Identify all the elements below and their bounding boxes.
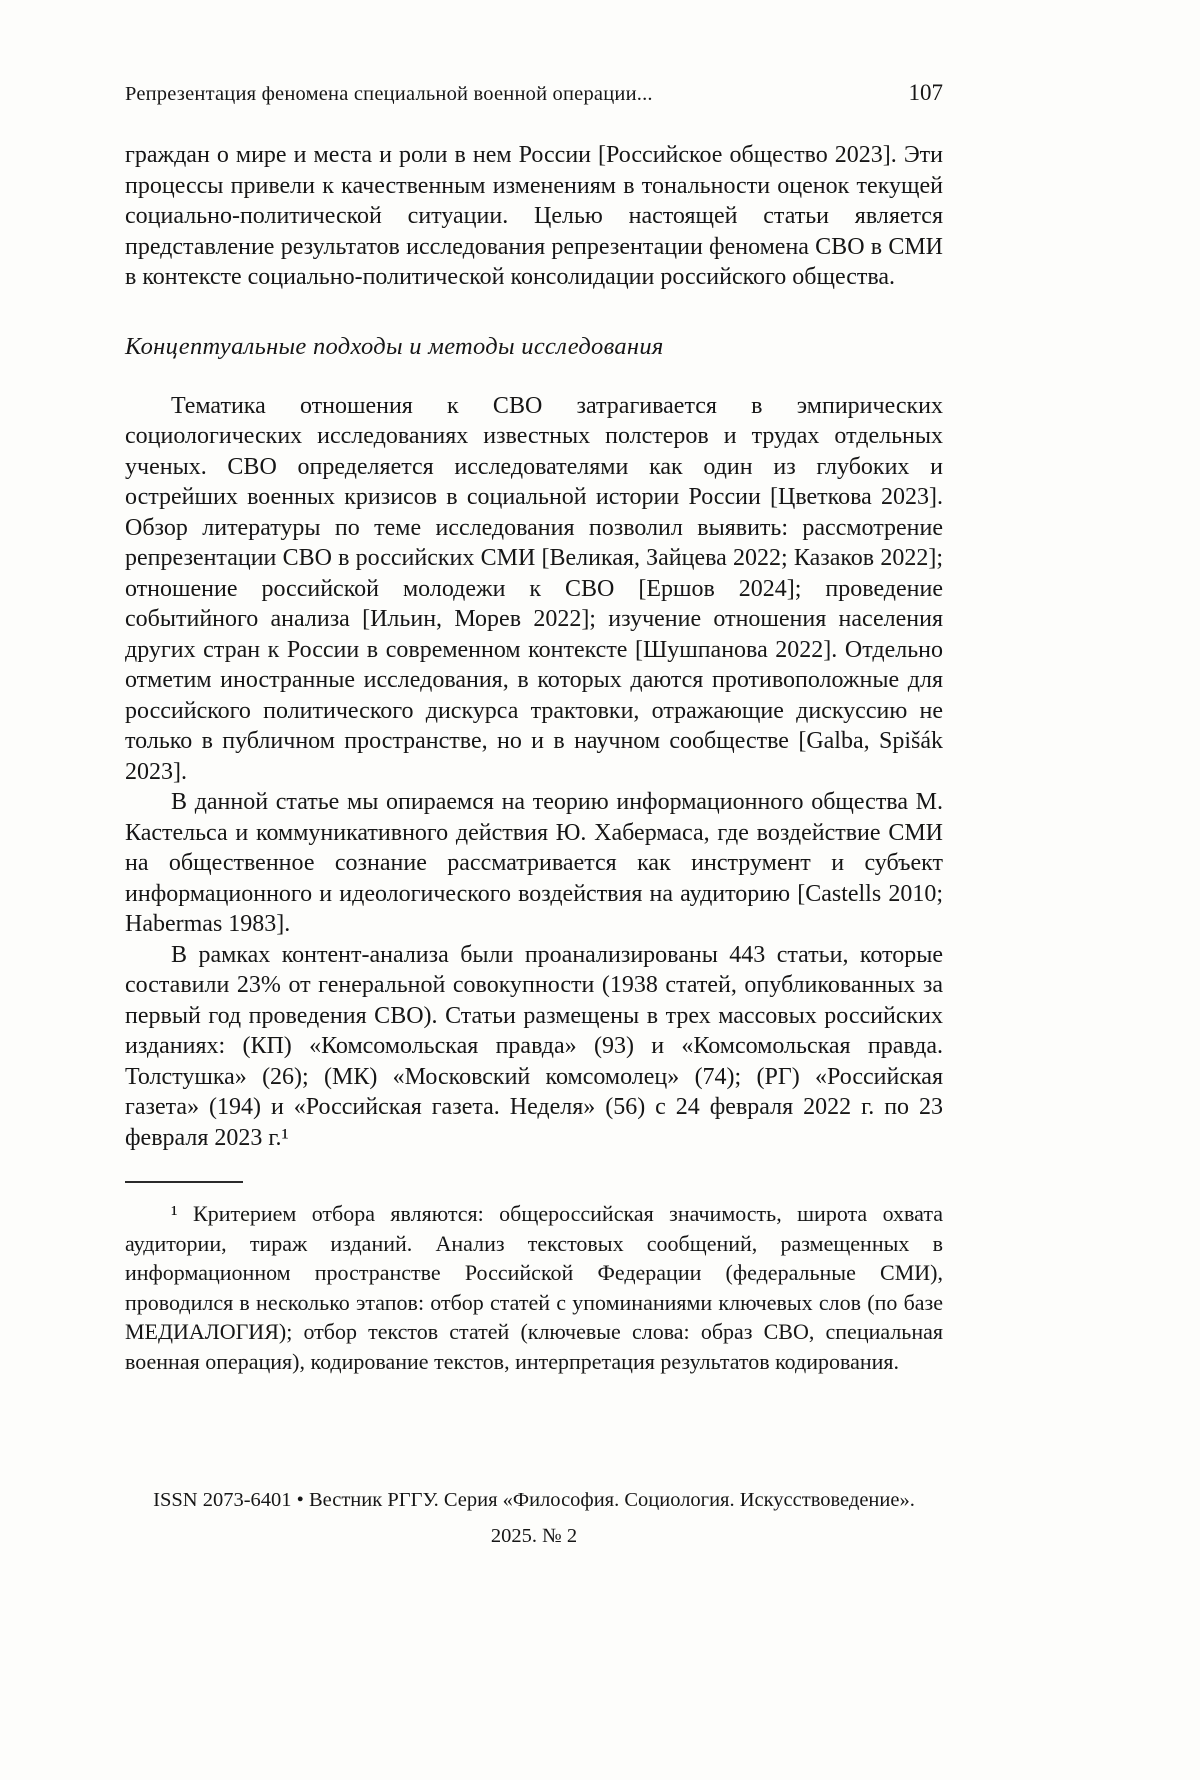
paragraph: В рамках контент-анализа были проанализированы 443 статьи, которые составили 23% от генеральной совокупности (1938 статей, опубликованных за первый год проведения СВО). Статьи размещены в трех массовых российских изданиях: (КП) «Комсомольская правда» (93) и «Комсомольская правда. Толстушка» (26); (МК) «Московский комсомолец» (74); (РГ) «Российская газета» (194) и «Российская газета. Неделя» (56) с 24 февраля 2022 г. по 23 февраля 2023 г.¹: [125, 941, 943, 1151]
running-head-title: Репрезентация феномена специальной военной операции...: [125, 83, 653, 105]
intro-paragraph: граждан о мире и места и роли в нем России [Российское общество 2023]. Эти процессы привели к качественным изменениям в тональности оценок текущей социально-политической ситуации. Целью настоящей статьи является представление результатов исследования репрезентации феномена СВО в СМИ в контексте социально-политической консолидации российского общества.: [125, 142, 943, 290]
paragraph: Тематика отношения к СВО затрагивается в эмпирических социологических исследованиях известных полстеров и трудах отдельных ученых. СВО определяется исследователями как один из глубоких и острейших военных кризисов в социальной истории России [Цветкова 2023]. Обзор литературы по теме исследования позволил выявить: рассмотрение репрезентации СВО в российских СМИ [Великая, Зайцева 2022; Казаков 2022]; отношение российской молодежи к СВО [Ершов 2024]; проведение событийного анализа [Ильин, Морев 2022]; изучение отношения населения других стран к России в современном контексте [Шушпанова 2022]. Отдельно отметим иностранные исследования, в которых даются противоположные для российского политического дискурса трактовки, отражающие дискуссию не только в публичном пространстве, но и в научном сообществе [Galba, Spišák 2023].: [125, 392, 943, 785]
footnote-text: ¹ Критерием отбора являются: общероссийская значимость, широта охвата аудитории, тираж изданий. Анализ текстовых сообщений, размещенных в информационном пространстве Российской Федерации (федеральные СМИ), проводился в несколько этапов: отбор статей с упоминаниями ключевых слов (по базе МЕДИАЛОГИЯ); отбор текстов статей (ключевые слова: образ СВО, специальная военная операция), кодирование текстов, интерпретация результатов кодирования.: [125, 1201, 943, 1374]
footer-journal-line: ISSN 2073-6401 • Вестник РГГУ. Серия «Философия. Социология. Искусствоведение».: [153, 1489, 915, 1511]
page-content: [125, 80, 943, 1376]
section-heading: Концептуальные подходы и методы исследования: [125, 332, 664, 360]
paragraph: В данной статье мы опираемся на теорию информационного общества М. Кастельса и коммуникативного действия Ю. Хабермаса, где воздействие СМИ на общественное сознание рассматривается как инструмент и субъект информационного и идеологического воздействия на аудиторию [Castells 2010; Habermas 1983].: [125, 789, 943, 937]
page-number: 107: [908, 80, 943, 105]
page-footer: [125, 1482, 943, 1554]
article-body: [125, 140, 943, 1153]
running-header: [125, 80, 943, 106]
footer-issue-line: 2025. № 2: [490, 1525, 578, 1547]
footnote-divider: [125, 1181, 243, 1183]
